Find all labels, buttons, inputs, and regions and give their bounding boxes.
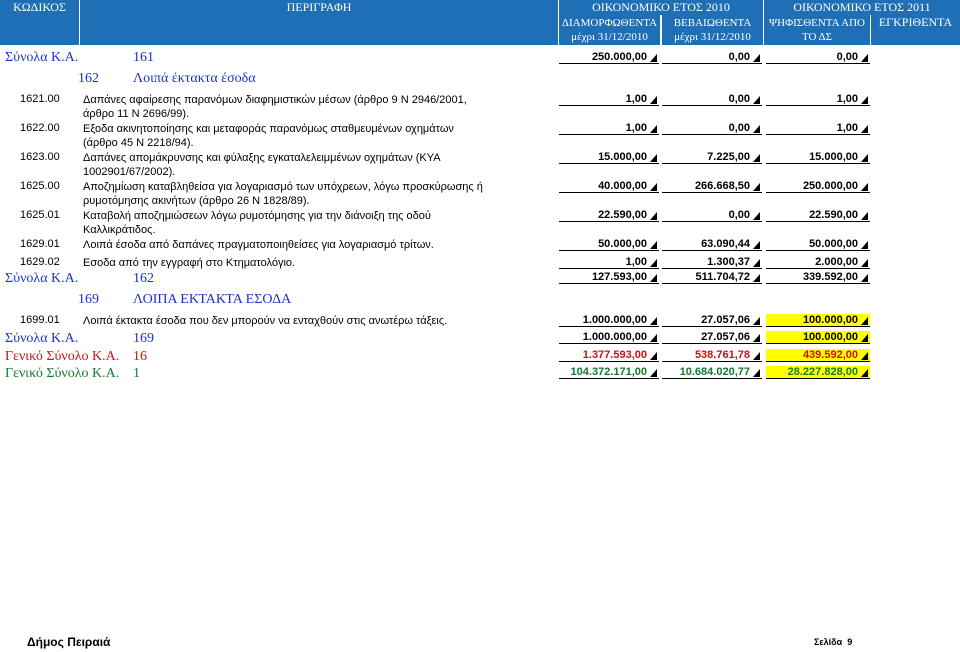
row-description: Δαπάνες αφαίρεσης παρανόμων διαφημιστικών μέσων (άρθρο 9 Ν 2946/2001, άρθρο 11 Ν 2696/99). <box>83 94 467 120</box>
total-code: 1 <box>133 366 140 381</box>
row-description: Δαπάνες απομάκρυνσης και φύλαξης εγκαταλελειμμένων οχημάτων (ΚΥΑ 1002901/67/2002). <box>83 152 441 178</box>
cell-formed: 1.000.000,00 <box>559 314 659 327</box>
cell-formed: 1,00 <box>559 93 659 106</box>
header-approved: ΕΓΚΡΙΘΕΝΤΑ <box>871 15 960 45</box>
row-description: Εξοδα ακινητοποίησης και μεταφοράς παρανόμως σταθμευμένων οχημάτων (άρθρο 45 Ν 2218/94). <box>83 123 454 149</box>
row-code: 1625.00 <box>20 180 60 192</box>
cell-confirmed: 27.057,06 <box>662 331 762 344</box>
cell-formed: 127.593,00 <box>559 271 659 284</box>
cell-voted: 2.000,00 <box>766 256 870 269</box>
cell-voted: 250.000,00 <box>766 180 870 193</box>
cell-confirmed: 266.668,50 <box>662 180 762 193</box>
header-voted: ΨΗΦΙΣΘΕΝΤΑ ΑΠΟ ΤΟ ΔΣ <box>764 15 870 45</box>
group-code: 162 <box>78 71 99 86</box>
cell-confirmed: 0,00 <box>662 93 762 106</box>
cell-formed: 104.372.171,00 <box>559 366 659 379</box>
cell-confirmed: 0,00 <box>662 122 762 135</box>
cell-voted: 100.000,00 <box>766 331 870 344</box>
group-title: ΛΟΙΠΑ ΕΚΤΑΚΤΑ ΕΣΟΔΑ <box>133 292 292 307</box>
cell-voted: 15.000,00 <box>766 151 870 164</box>
cell-confirmed: 1.300,37 <box>662 256 762 269</box>
cell-confirmed: 63.090,44 <box>662 238 762 251</box>
cell-formed: 1.377.593,00 <box>559 349 659 362</box>
cell-voted: 50.000,00 <box>766 238 870 251</box>
cell-formed: 15.000,00 <box>559 151 659 164</box>
header-description: ΠΕΡΙΓΡΑΦΗ <box>80 0 558 45</box>
row-description: Εσοδα από την εγγραφή στο Κτηματολόγιο. <box>83 257 296 269</box>
cell-confirmed: 7.225,00 <box>662 151 762 164</box>
row-description: Λοιπά έσοδα από δαπάνες πραγματοποιηθείσες για λογαριασμό τρίτων. <box>83 239 434 251</box>
cell-voted: 1,00 <box>766 122 870 135</box>
row-code: 1629.01 <box>20 238 60 250</box>
cell-voted: 0,00 <box>766 51 870 64</box>
group-title: Λοιπά έκτακτα έσοδα <box>133 71 256 86</box>
cell-formed: 40.000,00 <box>559 180 659 193</box>
cell-formed: 22.590,00 <box>559 209 659 222</box>
row-description: Καταβολή αποζημιώσεων λόγω ρυμοτόμησης για την διάνοιξη της οδού Καλλικράτιδος. <box>83 210 431 236</box>
cell-voted: 22.590,00 <box>766 209 870 222</box>
total-code: 16 <box>133 349 147 364</box>
cell-confirmed: 27.057,06 <box>662 314 762 327</box>
cell-formed: 1.000.000,00 <box>559 331 659 344</box>
header-budget-2010: ΟΙΚΟΝΟΜΙΚΟ ΕΤΟΣ 2010 <box>559 0 763 15</box>
cell-voted: 100.000,00 <box>766 314 870 327</box>
cell-formed: 1,00 <box>559 256 659 269</box>
cell-voted: 439.592,00 <box>766 349 870 362</box>
subtotal-label: Σύνολα Κ.Α. <box>5 271 79 286</box>
row-code: 1625.01 <box>20 209 60 221</box>
footer-page: Σελίδα 9 <box>814 637 853 647</box>
total-label: Γενικό Σύνολο Κ.Α. <box>5 366 120 381</box>
subtotal-code: 161 <box>133 50 154 65</box>
footer-municipality: Δήμος Πειραιά <box>27 635 111 649</box>
row-description: Λοιπά έκτακτα έσοδα που δεν μπορούν να ενταχθούν στις ανωτέρω τάξεις. <box>83 315 448 327</box>
cell-confirmed: 0,00 <box>662 209 762 222</box>
cell-confirmed: 10.684.020,77 <box>662 366 762 379</box>
cell-confirmed: 511.704,72 <box>662 271 762 284</box>
subtotal-label: Σύνολα Κ.Α. <box>5 331 79 346</box>
cell-formed: 250.000,00 <box>559 51 659 64</box>
row-code: 1623.00 <box>20 151 60 163</box>
cell-voted: 1,00 <box>766 93 870 106</box>
cell-confirmed: 538.761,78 <box>662 349 762 362</box>
cell-confirmed: 0,00 <box>662 51 762 64</box>
cell-voted: 28.227.828,00 <box>766 366 870 379</box>
cell-voted: 339.592,00 <box>766 271 870 284</box>
header-formed: ΔΙΑΜΟΡΦΩΘΕΝΤΑ μέχρι 31/12/2010 <box>559 15 660 45</box>
row-description: Αποζημίωση καταβληθείσα για λογαριασμό των υπόχρεων, λόγω προσκύρωσης ή ρυμοτόμησης ακινήτων (άρθρο 26 Ν 1828/89). <box>83 181 483 207</box>
cell-formed: 50.000,00 <box>559 238 659 251</box>
row-code: 1699.01 <box>20 314 60 326</box>
row-code: 1621.00 <box>20 93 60 105</box>
header-code: ΚΩΔΙΚΟΣ <box>0 0 79 45</box>
total-label: Γενικό Σύνολο Κ.Α. <box>5 349 120 364</box>
cell-formed: 1,00 <box>559 122 659 135</box>
row-code: 1629.02 <box>20 256 60 268</box>
subtotal-code: 162 <box>133 271 154 286</box>
header-confirmed: ΒΕΒΑΙΩΘΕΝΤΑ μέχρι 31/12/2010 <box>662 15 763 45</box>
header-budget-2011: ΟΙΚΟΝΟΜΙΚΟ ΕΤΟΣ 2011 <box>764 0 960 15</box>
row-code: 1622.00 <box>20 122 60 134</box>
group-code: 169 <box>78 292 99 307</box>
subtotal-label: Σύνολα Κ.Α. <box>5 50 79 65</box>
subtotal-code: 169 <box>133 331 154 346</box>
